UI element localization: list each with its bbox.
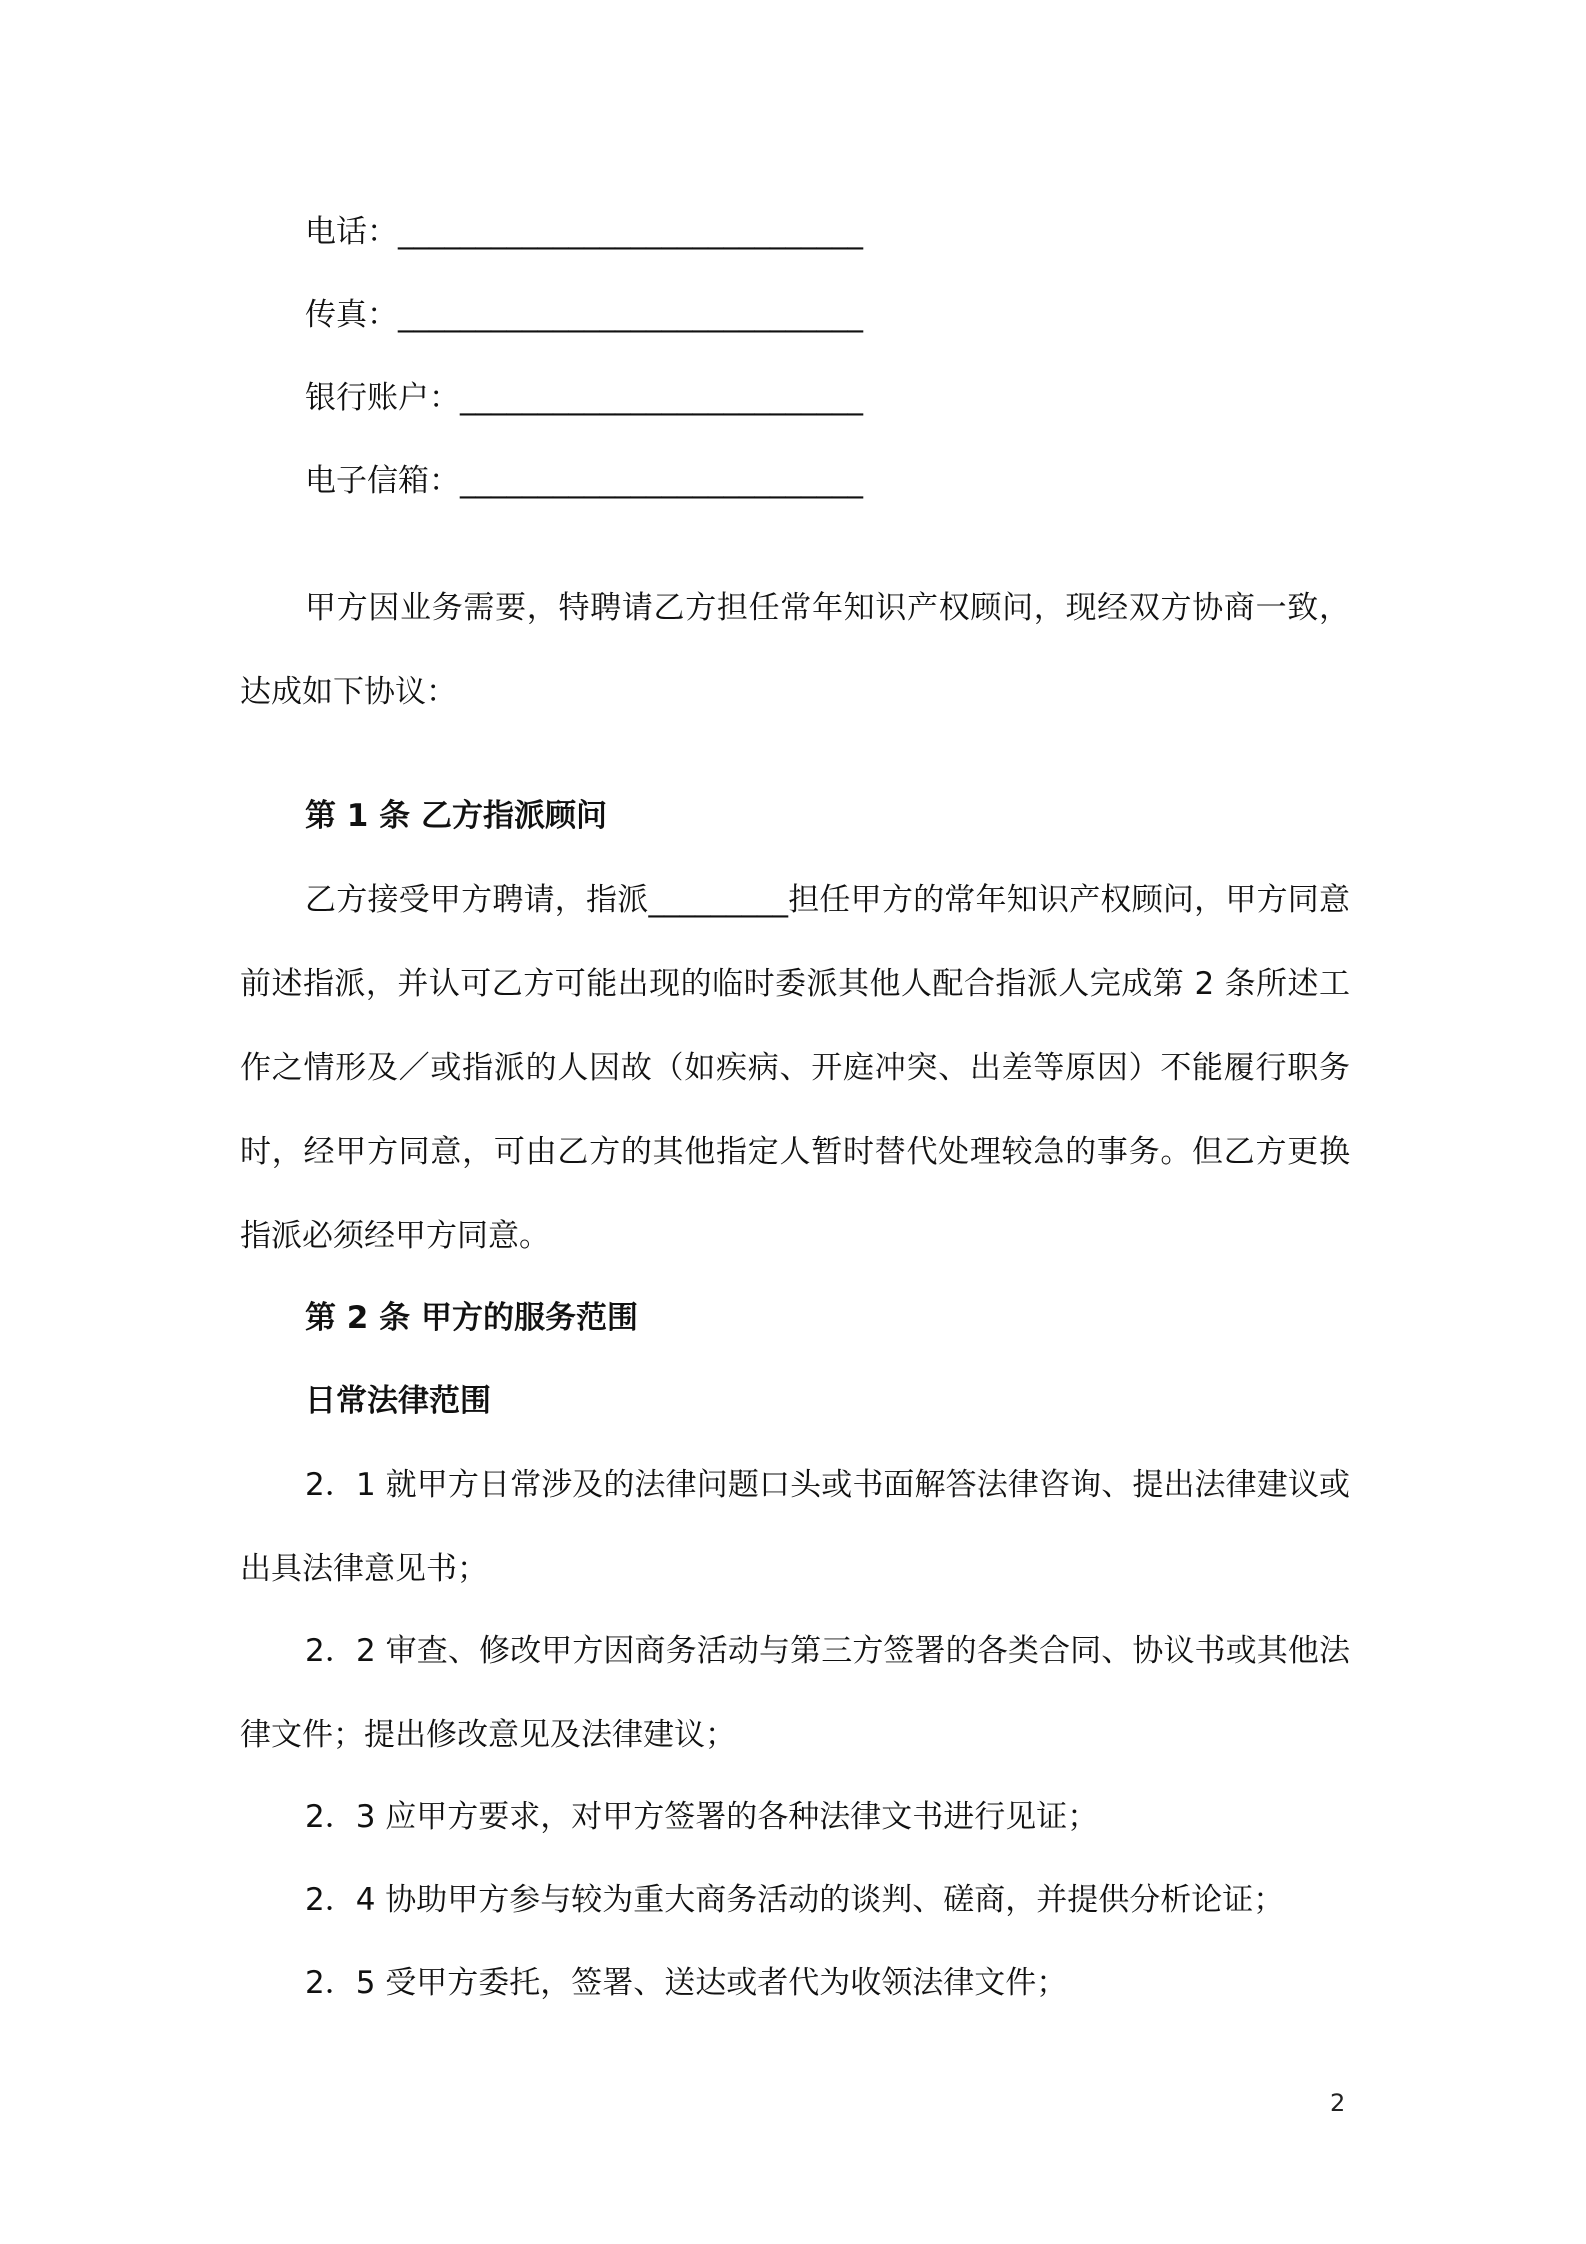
- bank-account-blank: __________________________: [460, 380, 863, 416]
- bank-account-field: [305, 378, 863, 418]
- list-item: 2．5 受甲方委托，签署、送达或者代为收领法律文件；: [305, 1965, 1068, 2001]
- list-item: 2．1 就甲方日常涉及的法律问题口头或书面解答法律咨询、提出法律建议或出具法律意见书；: [240, 1467, 1350, 1587]
- article2-heading: 第 2 条 甲方的服务范围: [305, 1300, 638, 1336]
- article1-body: 乙方接受甲方聘请，指派_________担任甲方的常年知识产权顾问，甲方同意前述指派，并认可乙方可能出现的临时委派其他人配合指派人完成第 2 条所述工作之情形及／或指派的人因故（如疾病、开庭冲突、出差等原因）不能履行职务时，经甲方同意，可由乙方的其他指定人暂时替代处理较急的事务。但乙方更换指派必须经甲方同意。: [240, 882, 1350, 1254]
- article2-subheading: 日常法律范围: [305, 1383, 491, 1419]
- fax-field: [305, 295, 863, 335]
- email-label: 电子信箱：: [305, 463, 460, 499]
- phone-field: [305, 212, 863, 252]
- email-field: [305, 461, 863, 501]
- list-item: 2．4 协助甲方参与较为重大商务活动的谈判、磋商，并提供分析论证；: [305, 1882, 1285, 1918]
- phone-blank: ______________________________: [398, 214, 863, 250]
- article1-heading: 第 1 条 乙方指派顾问: [305, 798, 607, 834]
- page-number: 2: [1330, 2089, 1346, 2117]
- phone-label: 电话：: [305, 214, 398, 250]
- bank-account-label: 银行账户：: [305, 380, 460, 416]
- list-item: 2．3 应甲方要求，对甲方签署的各种法律文书进行见证；: [305, 1799, 1099, 1835]
- fax-blank: ______________________________: [398, 297, 863, 333]
- email-blank: __________________________: [460, 463, 863, 499]
- intro-paragraph: 甲方因业务需要，特聘请乙方担任常年知识产权顾问，现经双方协商一致，达成如下协议：: [240, 590, 1350, 710]
- list-item: 2．2 审查、修改甲方因商务活动与第三方签署的各类合同、协议书或其他法律文件；提出修改意见及法律建议；: [240, 1633, 1350, 1753]
- fax-label: 传真：: [305, 297, 398, 333]
